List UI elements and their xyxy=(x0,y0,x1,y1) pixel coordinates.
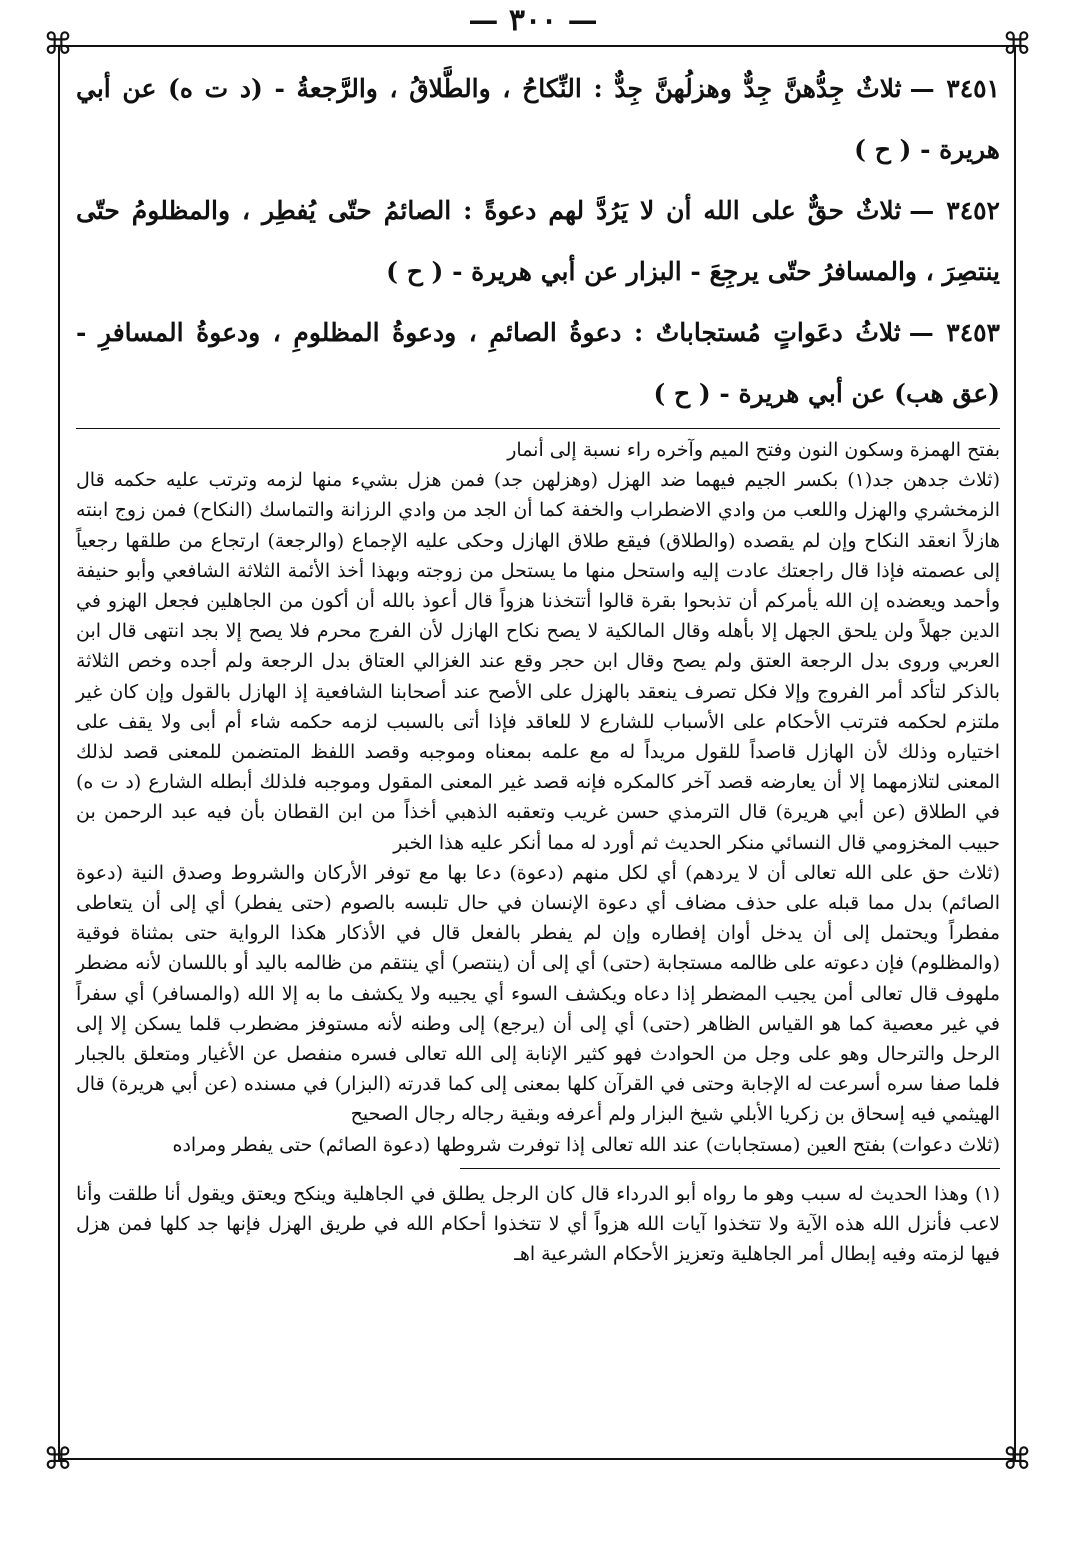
hadith-list xyxy=(76,58,1000,424)
page-number: — ٣٠٠ — xyxy=(468,3,598,38)
section-divider xyxy=(76,428,1000,429)
page-content xyxy=(76,58,1000,1269)
hadith-number: ٣٤٥٣ — xyxy=(908,318,1000,347)
footnote-divider xyxy=(460,1168,1000,1169)
hadith-number: ٣٤٥١ — xyxy=(909,74,1000,103)
hadith-text: ثلاثٌ حقٌّ على الله أن لا يَرُدَّ لهم دعوةً : الصائمُ حتّى يُفطِر ، والمظلومُ حتّى ينتصِرَ ، والمسافرُ حتّى يرجِعَ - البزار عن أبي هريرة - ( ح ) xyxy=(76,196,1000,286)
commentary-paragraph: (ثلاث جدهن جد(١) بكسر الجيم فيهما ضد الهزل (وهزلهن جد) فمن هزل بشيء منها لزمه وترتب عليه حكمه قال الزمخشري والهزل واللعب من وادي الاضطراب والخفة كما أن الجد من وادي الرزانة والتماسك (النكاح) فمن زوج ابنته هازلاً انعقد النكاح وإن لم يقصده (والطلاق) فيقع طلاق الهازل وحكى عليه الإجماع (والرجعة) ارتجاع من طلقها رجعياً إلى عصمته فإذا قال راجعتك عادت إليه واستحل منها ما يستحل من زوجته وبهذا أخذ الأئمة الثلاثة الشافعي وأبو حنيفة وأحمد ويعضده إن الله يأمركم أن تذبحوا بقرة قالوا أتتخذنا هزواً قال أعوذ بالله أن أكون من الجاهلين فجعل الهزو في الدين جهلاً ولن يلحق الجهل إلا بأهله وقال المالكية لا يصح نكاح الهازل لأن الفرج محرم فلا يصح إلا بجد انتهى قال ابن العربي وروى بدل الرجعة العتق ولم يصح وقال ابن حجر وقع عند الغزالي العتاق بدل الرجعة ولم أجده وخص الثلاثة بالذكر لتأكد أمر الفروج وإلا فكل تصرف ينعقد بالهزل على الأصح عند أصحابنا الشافعية إذ الهازل بالقول وإن كان غير ملتزم لحكمه فترتب الأحكام على الأسباب للشارع لا للعاقد فإذا أتى بالسبب لزمه حكمه شاء أم أبى ولا يقف على اختياره وذلك لأن الهازل قاصداً للقول مريداً له مع علمه بمعناه وموجبه وقصد اللفظ المتضمن للمعنى قصد لذلك المعنى لتلازمهما إلا أن يعارضه قصد آخر كالمكره فإنه قصد غير المعنى المقول وموجبه فلذلك أبطله الشارع (د ت ه) في الطلاق (عن أبي هريرة) قال الترمذي حسن غريب وتعقبه الذهبي أخذاً من ابن القطان بأن فيه عبد الرحمن بن حبيب المخزومي قال النسائي منكر الحديث ثم أورد له مما أنكر عليه هذا الخبر xyxy=(76,469,1000,854)
hadith-3452 xyxy=(76,180,1000,302)
footnote xyxy=(76,1179,1000,1269)
corner-ornament-icon: ⌘ xyxy=(1002,27,1032,62)
commentary xyxy=(76,435,1000,1160)
hadith-number: ٣٤٥٢ — xyxy=(909,196,1000,225)
hadith-text: ثلاثُ دعَواتٍ مُستجاباتٌ : دعوةُ الصائمِ ، ودعوةُ المظلومِ ، ودعوةُ المسافرِ - (عق هب) عن أبي هريرة - ( ح ) xyxy=(76,318,1000,408)
commentary-paragraph: (ثلاث حق على الله تعالى أن لا يردهم) أي لكل منهم (دعوة) دعا بها مع توفر الأركان والشروط وصدق النية (دعوة الصائم) بدل مما قبله على حذف مضاف أي دعوة الإنسان في حال تلبسه بالصوم (حتى يفطر) أي إلى أن يتعاطى مفطراً ويحتمل إلى أن يدخل أوان إفطاره وإن لم يفطر بالفعل قال في الأذكار هكذا الرواية حتى بمثناة فوقية (والمظلوم) فإن دعوته على ظالمه مستجابة (حتى) أي إلى أن (ينتصر) أي ينتقم من ظالمه باليد أو باللسان لأنه مضطر ملهوف قال تعالى أمن يجيب المضطر إذا دعاه ويكشف السوء أي يجيبه ولا يكشف ما به إلا الله (والمسافر) أي سفراً في غير معصية كما هو القياس الظاهر (حتى) أي إلى أن (يرجع) إلى وطنه لأنه مستوفز مضطرب قلما يسكن إلا إلى الرحل والترحال وهو على وجل من الحوادث فهو كثير الإنابة إلى الله تعالى فسره منفصل عن الأغيار ومتعلق بالجبار فلما صفا سره أسرعت له الإجابة وحتى في القرآن كلها بمعنى إلى كما قدرته (البزار) في مسنده (عن أبي هريرة) قال الهيثمي فيه إسحاق بن زكريا الأبلي شيخ البزار ولم أعرفه وبقية رجاله رجال الصحيح xyxy=(76,861,1000,1126)
hadith-3451 xyxy=(76,58,1000,180)
hadith-text: ثلاثٌ جِدُّهنَّ جِدٌّ وهزلُهنَّ جِدٌّ : النِّكاحُ ، والطَّلاقُ ، والرَّجعةُ - (د ت ه) عن أبي هريرة - ( ح ) xyxy=(76,74,1000,164)
footnote-text: (١) وهذا الحديث له سبب وهو ما رواه أبو الدرداء قال كان الرجل يطلق في الجاهلية وينكح ويعتق ويقول أنا طلقت وأنا لاعب فأنزل الله هذه الآية ولا تتخذوا آيات الله هزواً أي لا تتخذوا أحكام الله في طريق الهزل فإنها جد كلها فمن هزل فيها لزمته وفيه إبطال أمر الجاهلية وتعزيز الأحكام الشرعية اهـ xyxy=(76,1182,1000,1265)
corner-ornament-icon: ⌘ xyxy=(1002,1442,1032,1477)
commentary-paragraph: (ثلاث دعوات) بفتح العين (مستجابات) عند الله تعالى إذا توفرت شروطها (دعوة الصائم) حتى يفطر ومراده xyxy=(172,1133,1000,1156)
corner-ornament-icon: ⌘ xyxy=(43,1442,73,1477)
commentary-paragraph: بفتح الهمزة وسكون النون وفتح الميم وآخره راء نسبة إلى أنمار xyxy=(507,439,1000,461)
corner-ornament-icon: ⌘ xyxy=(43,27,73,62)
hadith-3453 xyxy=(76,302,1000,424)
